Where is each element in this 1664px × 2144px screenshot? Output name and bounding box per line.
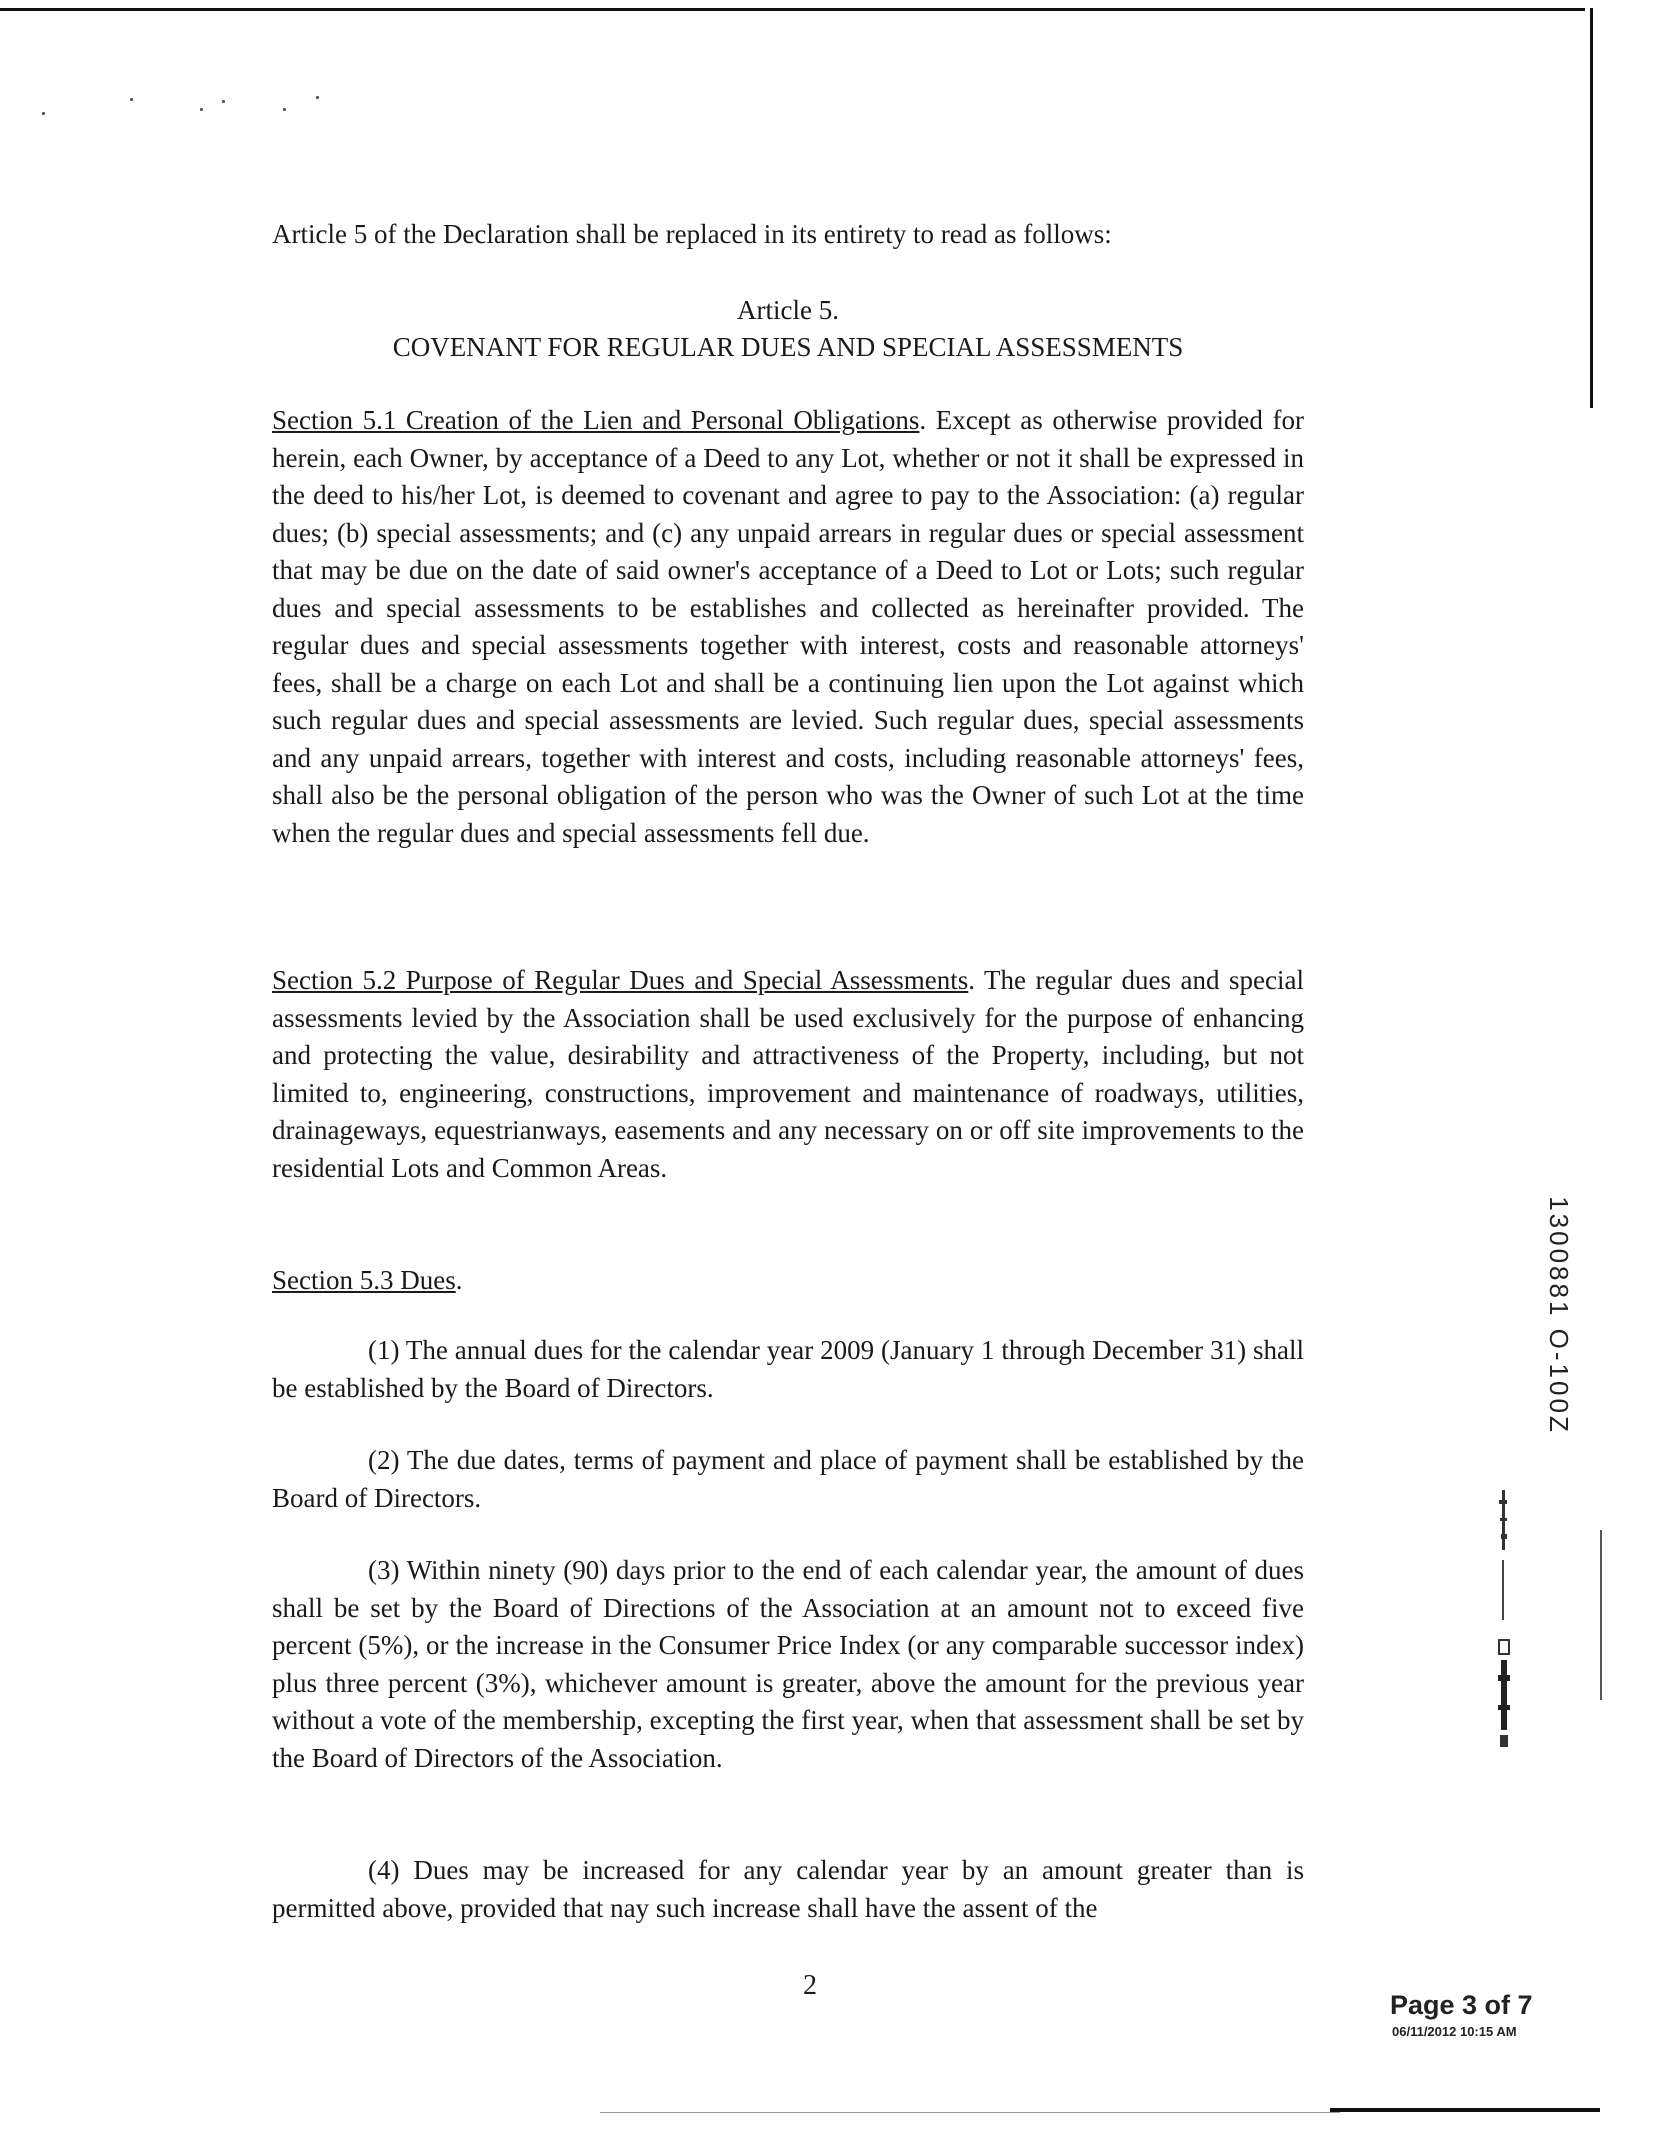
recording-stamp-text: 1300881 O-100Z [1543,1195,1574,1435]
scan-speck [283,108,286,111]
bottom-border-line [1330,2108,1600,2112]
dues-paragraph-1: (1) The annual dues for the calendar year 2009 (January 1 through December 31) shall be established by the Board of Directors. [272,1335,1304,1403]
article-title: COVENANT FOR REGULAR DUES AND SPECIAL ASSESSMENTS [392,332,1184,362]
dues-paragraph-2: (2) The due dates, terms of payment and place of payment shall be established by the Board of Directors. [272,1445,1304,1513]
article-number: Article 5. [737,295,839,325]
print-timestamp: 06/11/2012 10:15 AM [1392,2024,1517,2039]
section-5-1-body: . Except as otherwise provided for herein, each Owner, by acceptance of a Deed to any Lot, whether or not it shall be expressed in the deed to his/her Lot, is deemed to covenant and agree to pay to the Association: (a) regular dues; (b) special assessments; and (c) any unpaid arrears in regular dues or special assessment that may be due on the date of said owner's acceptance of a Deed to Lot or Lots; such regular dues and special assessments to be establishes and collected as hereinafter provided. The regular dues and special assessments together with interest, costs and reasonable attorneys' fees, shall be a charge on each Lot and shall be a continuing lien upon the Lot against which such regular dues and special assessments are levied. Such regular dues, special assessments and any unpaid arrears, together with interest and costs, including reasonable attorneys' fees, shall also be the personal obligation of the person who was the Owner of such Lot at the time when the regular dues and special assessments fell due. [272,405,1304,848]
right-border-line-lower [1600,1530,1602,1700]
section-5-2 [272,962,1304,1187]
section-5-3 [272,1262,1304,1300]
section-5-2-body: . The regular dues and special assessments levied by the Association shall be used exclusively for the purpose of enhancing and protecting the value, desirability and attractiveness of the Property, including, but not limited to, engineering, constructions, improvement and maintenance of roadways, utilities, drainageways, equestrianways, easements and any necessary on or off site improvements to the residential Lots and Common Areas. [272,965,1304,1183]
article-heading [272,292,1304,366]
page-counter: Page 3 of 7 [1390,1990,1533,2020]
scan-speck [200,108,203,111]
scan-speck [316,96,319,99]
top-border-line [0,8,1585,11]
right-border-line [1590,8,1593,408]
dues-paragraph-3: (3) Within ninety (90) days prior to the end of each calendar year, the amount of dues shall be set by the Board of Directions of the Association at an amount not to exceed five percent (5%), or the increase in the Consumer Price Index (or any comparable successor index) plus three percent (3%), whichever amount is greater, above the amount for the previous year without a vote of the membership, excepting the first year, when that assessment shall be set by the Board of Directors of the Association. [272,1555,1304,1773]
recording-stamp [1532,1190,1584,1440]
section-5-3-heading: Section 5.3 Dues [272,1265,456,1295]
section-5-1 [272,402,1304,852]
scan-speck [222,100,225,103]
section-5-1-heading: Section 5.1 Creation of the Lien and Personal Obligations [272,405,920,435]
page-number: 2 [803,1970,817,2001]
dues-paragraph-4: (4) Dues may be increased for any calendar year by an amount greater than is permitted above, provided that nay such increase shall have the assent of the [272,1855,1304,1923]
section-5-3-heading-end: . [455,1265,463,1295]
intro-text: Article 5 of the Declaration shall be replaced in its entirety to read as follows: [272,219,1112,249]
scan-speck [130,98,133,101]
section-5-2-heading: Section 5.2 Purpose of Regular Dues and Special Assessments [272,965,969,995]
barcode-marks [1490,1490,1520,1770]
bottom-border-line-thin [600,2112,1340,2113]
scan-speck [42,112,45,115]
